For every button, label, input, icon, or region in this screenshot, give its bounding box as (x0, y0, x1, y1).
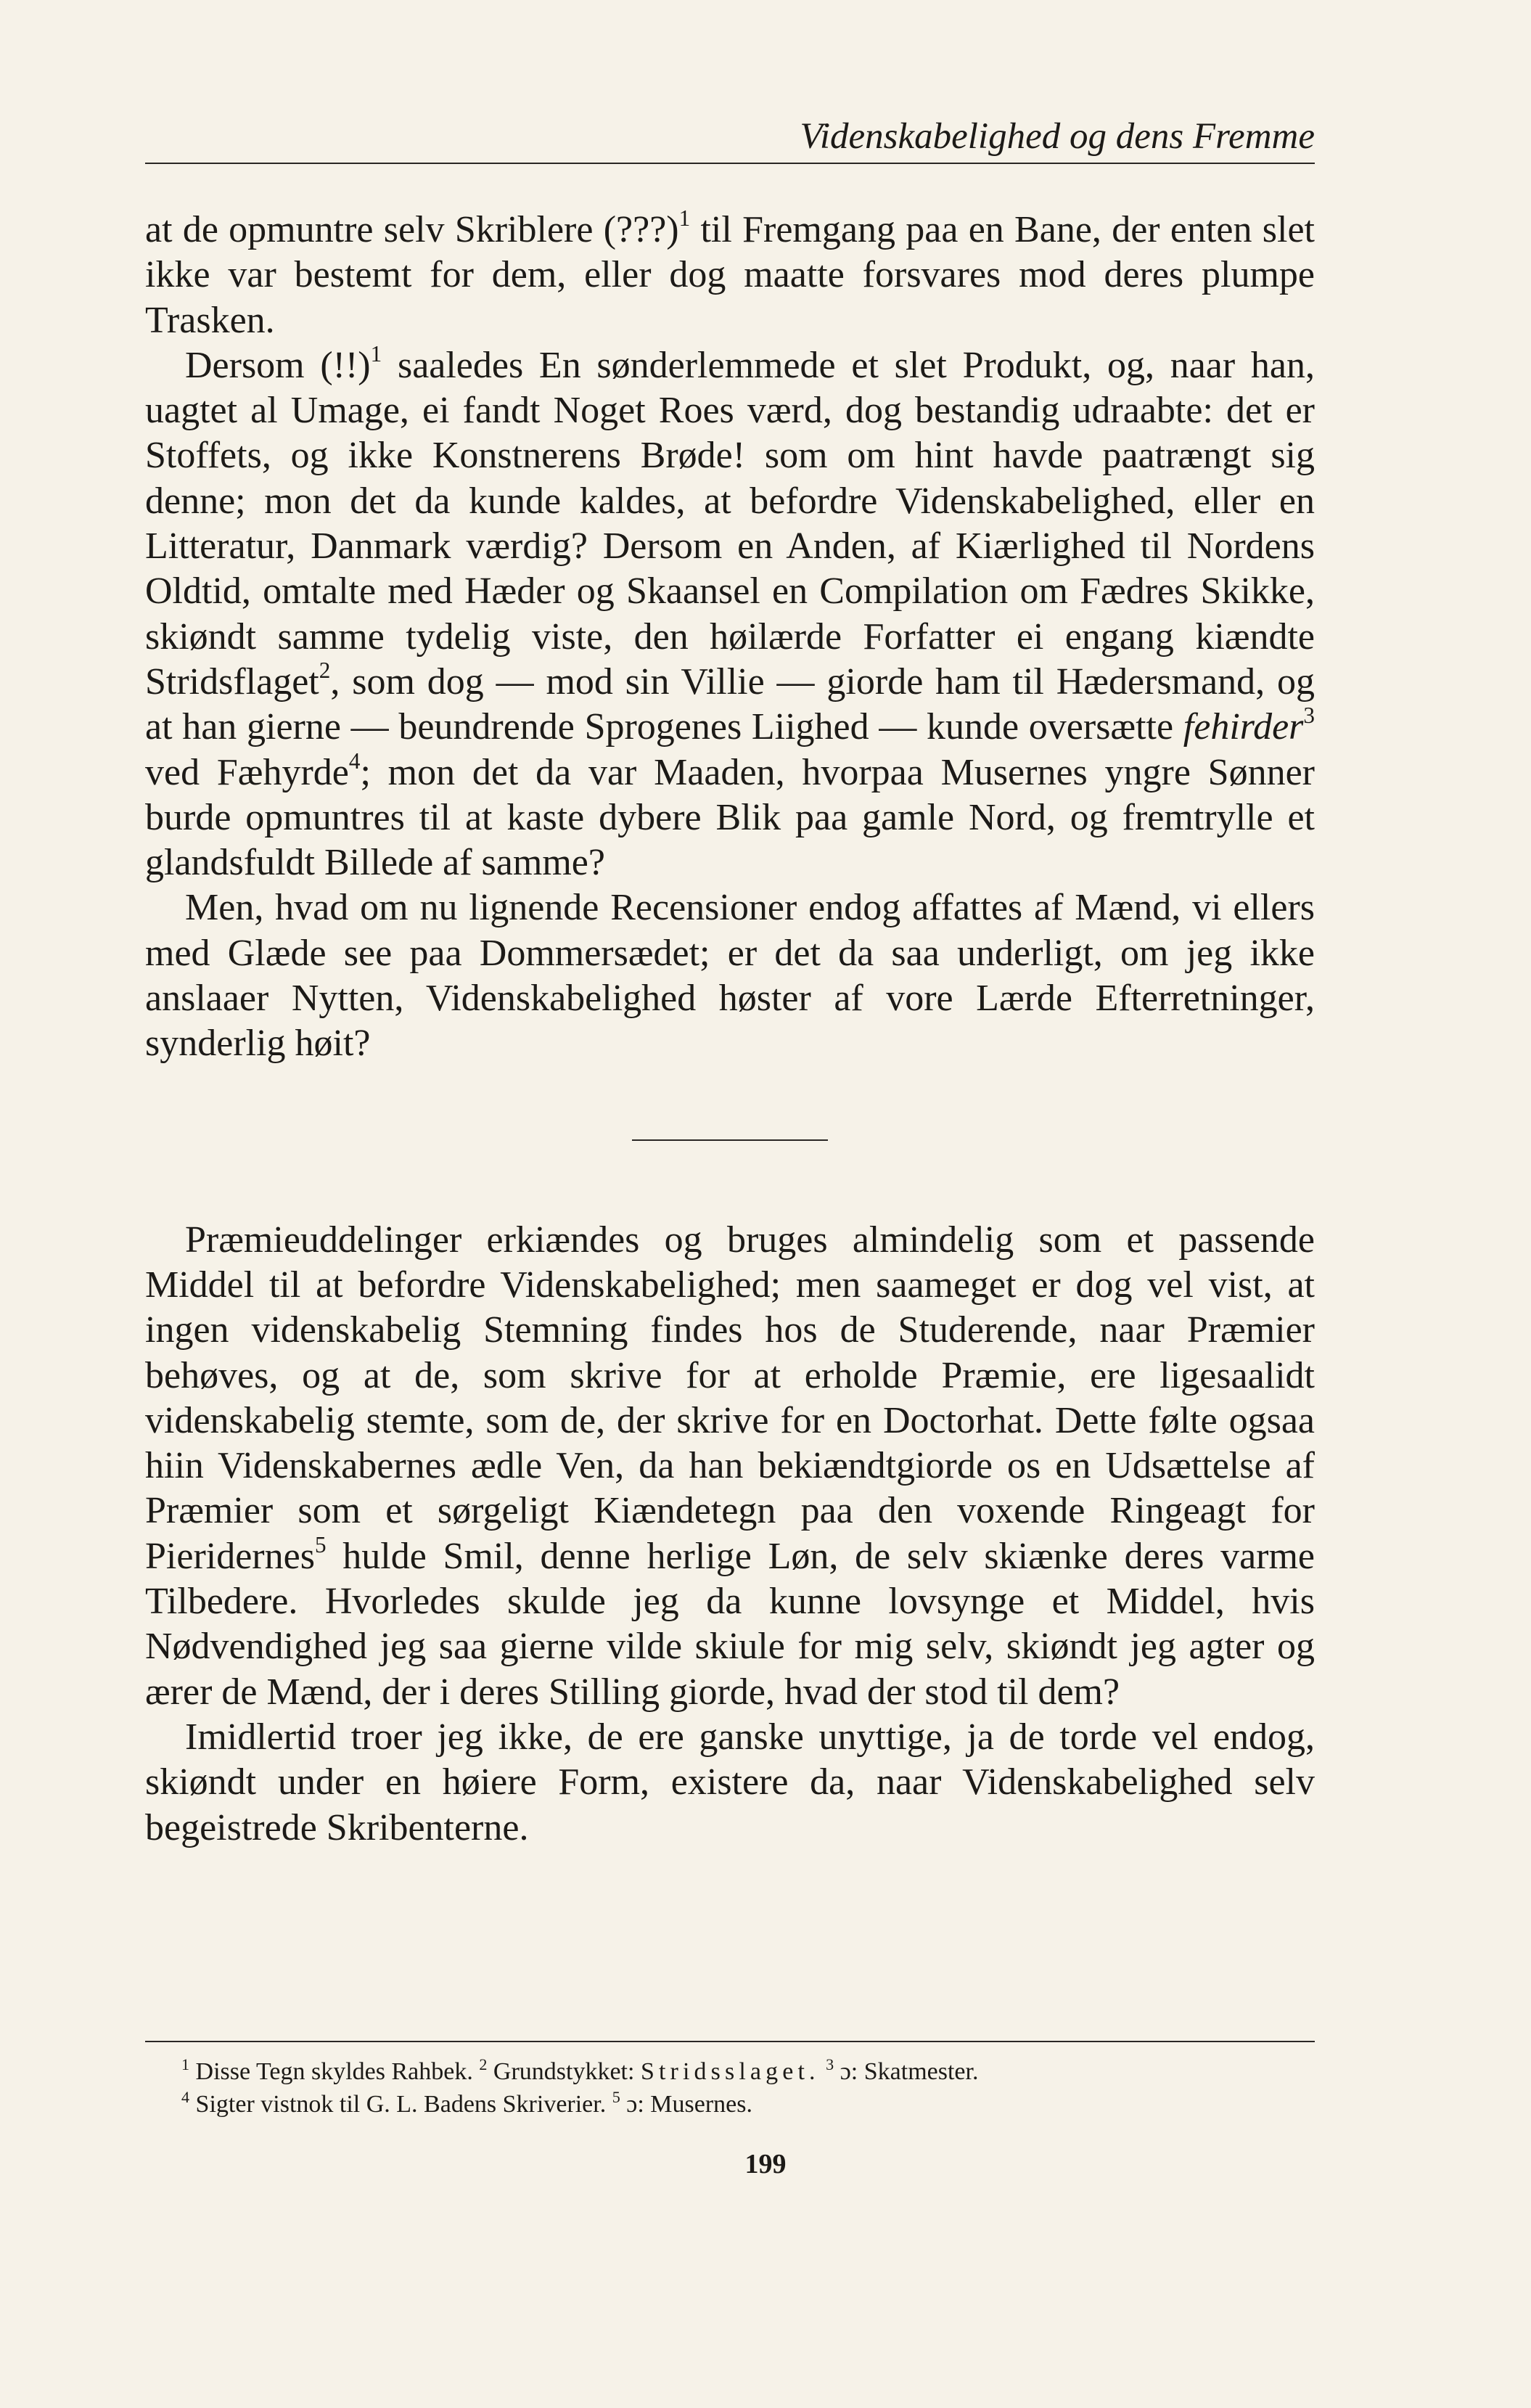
footnotes (181, 2055, 1313, 2121)
footnote-marker[interactable]: 4 (348, 748, 361, 774)
footnote-marker[interactable]: 2 (319, 658, 331, 684)
footnote-line: $^1$ Disse Tegn skyldes Rahbek. $^2$ Grundstykket: Stridsslaget. $^3$ ɔ: Skatmester. (181, 2055, 979, 2085)
paragraph: Men, hvad om nu lignende Recensioner endog affattes af Mænd, vi ellers med Glæde see paa Dommersædet; er det da saa underligt, om jeg ikke anslaaer Nytten, Videnskabelighed høster af vore Lærde Efterretninger, synderlig høit? (145, 887, 1315, 1065)
paragraph: Dersom (!!)$^1$ saaledes En sønderlemmede et slet Produkt, og, naar han, uagtet al Umage, ei fandt Noget Roes værd, dog bestandig udraabte: det er Stoffets, og ikke Konstnerens Brøde! som om hint havde paatrængt sig denne; mon det da kunde kaldes, at befordre Videnskabelighed, eller en Litteratur, Danmark værdig? Dersom en Anden, af Kiærlighed til Nordens Oldtid, omtalte med Hæder og Skaansel en Compilation om Fædres Skikke, skiøndt samme tydelig viste, den høilærde Forfatter ei engang kiændte Stridsflaget$^2$, som dog — mod sin Villie — giorde ham til Hædersmand, og at han gierne — beundrende Sprogenes Liighed — kunde oversætte fehirder$^3$ ved Fæhyrde$^4$; mon det da var Maaden, hvorpaa Musernes yngre Sønner burde opmuntres til at kaste dybere Blik paa gamle Nord, og fremtrylle et glandsfuldt Billede af samme? (145, 341, 1315, 884)
paragraph: Præmieuddelinger erkiændes og bruges almindelig som et passende Middel til at befordre Videnskabelighed; men saameget er dog vel vist, at ingen videnskabelig Stemning findes hos de Studerende, naar Præmier behøves, og at de, som skrive for at erholde Præmie, ere ligesaalidt videnskabelig stemte, som de, der skrive for en Doctorhat. Dette følte ogsaa hiin Videnskabernes ædle Ven, da han bekiændtgiorde os en Udsættelse af Præmier som et sørgeligt Kiændetegn paa den voxende Ringeagt for Pieridernes$^5$ hulde Smil, denne herlige Løn, de selv skiænke deres varme Tilbedere. Hvorledes skulde jeg da kunne lovsynge et Middel, hvis Nødvendighed jeg saa gierne vilde skiule for mig selv, skiøndt jeg agter og ærer de Mænd, der i deres Stilling giorde, hvad der stod til dem? (145, 1219, 1315, 1713)
running-header: Videnskabelighed og dens Fremme (145, 113, 1315, 164)
footnote-line: $^4$ Sigter vistnok til G. L. Badens Skriverier. $^5$ ɔ: Musernes. (181, 2087, 753, 2118)
paragraph: at de opmuntre selv Skriblere (???)$^1$ til Fremgang paa en Bane, der enten slet ikke var bestemt for dem, eller dog maatte forsvares mod deres plumpe Trasken. (145, 205, 1315, 341)
footnote-separator (145, 2041, 1315, 2042)
paragraph: Imidlertid troer jeg ikke, de ere ganske unyttige, ja de torde vel endog, skiøndt under en høiere Form, existere da, naar Videnskabelighed selv begeistrede Skribenterne. (145, 1716, 1315, 1848)
main-text (145, 205, 1315, 1851)
footnote-marker[interactable]: 1 (370, 341, 382, 367)
page-number: 199 (744, 2149, 787, 2179)
spaced-word: Stridsslaget. (640, 2058, 820, 2085)
footnote-marker[interactable]: 3 (1303, 703, 1315, 729)
section-divider (632, 1139, 828, 1141)
footnote-marker[interactable]: 1 (678, 205, 691, 232)
footnote-marker[interactable]: 5 (314, 1531, 327, 1557)
italic-term: fehirder (1183, 706, 1304, 748)
